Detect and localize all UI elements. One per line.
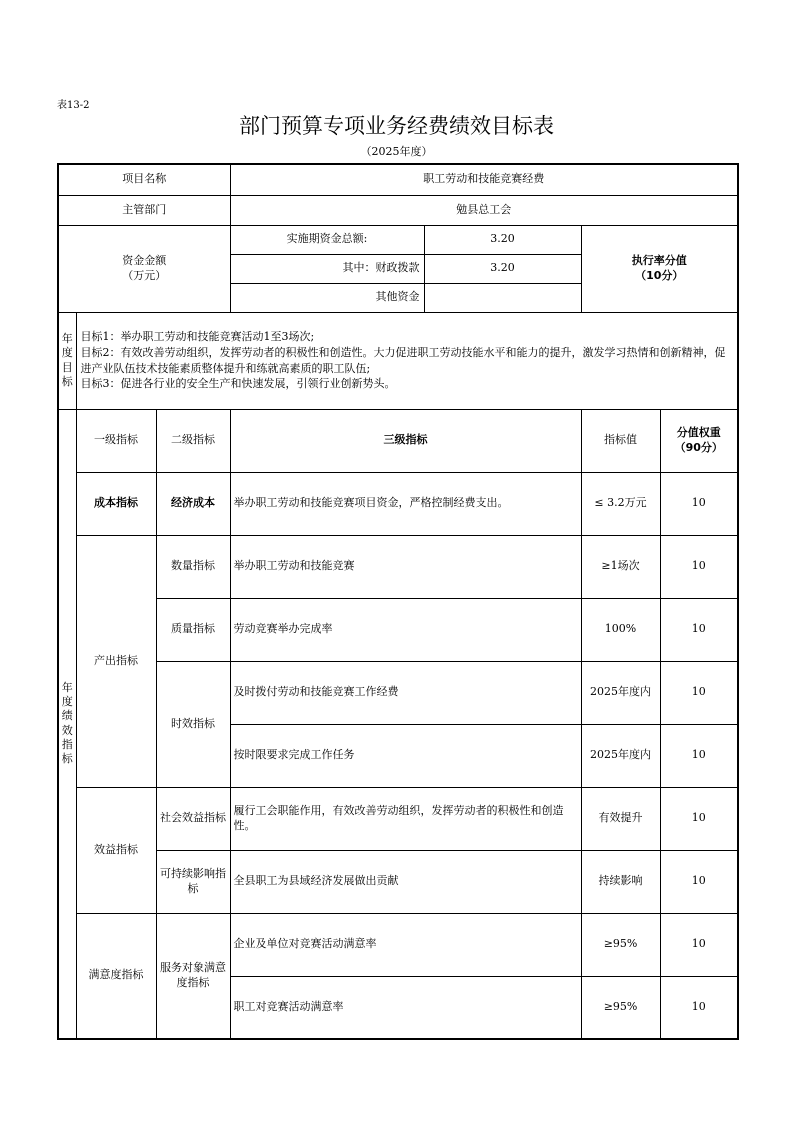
form-number: 表13-2 (57, 100, 90, 111)
indicator-value: ≥95% (581, 913, 660, 976)
annual-goals-row (58, 312, 738, 409)
header-weight: 分值权重 （90分） (660, 409, 738, 472)
funds-total-value: 3.20 (424, 225, 581, 254)
goal-2: 目标2：有效改善劳动组织，发挥劳动者的积极性和创造性。大力促进职工劳动技能水平和能力的提升，激发学习热情和创新精神，促进产业队伍技术技能素质整体提升和练就高素质的职工队伍; (80, 345, 726, 375)
funds-label-line2: （万元） (122, 268, 167, 282)
indicator-text: 及时拨付劳动和技能竞赛工作经费 (230, 661, 581, 724)
indicator-text: 按时限要求完成工作任务 (230, 724, 581, 787)
indicator-weight: 10 (660, 535, 738, 598)
table-row (58, 472, 738, 535)
indicator-weight: 10 (660, 913, 738, 976)
funds-label (58, 225, 230, 312)
indicator-weight: 10 (660, 850, 738, 913)
table-row (58, 535, 738, 598)
execution-score-line2: （10分） (635, 268, 684, 282)
department-label: 主管部门 (58, 195, 230, 225)
group-satisfaction: 满意度指标 (76, 913, 156, 1039)
group-quantity: 数量指标 (156, 535, 230, 598)
table-row (58, 913, 738, 976)
department-row (58, 195, 738, 225)
indicator-header-row (58, 409, 738, 472)
group-timeliness: 时效指标 (156, 661, 230, 787)
funds-other-value (424, 283, 581, 312)
indicator-value: 2025年度内 (581, 661, 660, 724)
indicator-weight: 10 (660, 976, 738, 1039)
indicator-value: ≤ 3.2万元 (581, 472, 660, 535)
page-title: 部门预算专项业务经费绩效目标表 (239, 114, 554, 138)
funds-label-line1: 资金金额 (122, 253, 167, 267)
table-row (58, 598, 738, 661)
group-service: 服务对象满意度指标 (156, 913, 230, 1039)
header-value: 指标值 (581, 409, 660, 472)
funds-fiscal-label: 其中：财政拨款 (230, 254, 424, 283)
funds-fiscal-value: 3.20 (424, 254, 581, 283)
department-value: 勉县总工会 (230, 195, 738, 225)
group-cost: 成本指标 (76, 472, 156, 535)
indicator-text: 履行工会职能作用，有效改善劳动组织，发挥劳动者的积极性和创造性。 (230, 787, 581, 850)
indicator-value: ≥95% (581, 976, 660, 1039)
header-level2: 二级指标 (156, 409, 230, 472)
group-output: 产出指标 (76, 535, 156, 787)
indicator-side-label: 年 度 绩 效 指 标 (58, 409, 76, 1039)
project-label: 项目名称 (58, 164, 230, 195)
group-economic-cost: 经济成本 (156, 472, 230, 535)
group-quality: 质量指标 (156, 598, 230, 661)
group-sustain: 可持续影响指标 (156, 850, 230, 913)
goal-3: 目标3：促进各行业的安全生产和快速发展，引领行业创新势头。 (80, 377, 396, 391)
annual-goals-text (76, 312, 738, 409)
table-row (58, 661, 738, 724)
project-row (58, 164, 738, 195)
table-row (58, 787, 738, 850)
funds-other-label: 其他资金 (230, 283, 424, 312)
indicator-value: ≥1场次 (581, 535, 660, 598)
indicator-text: 劳动竞赛举办完成率 (230, 598, 581, 661)
indicator-text: 举办职工劳动和技能竞赛项目资金，严格控制经费支出。 (230, 472, 581, 535)
fiscal-year: （2025年度） (360, 145, 433, 158)
goal-1: 目标1：举办职工劳动和技能竞赛活动1至3场次; (80, 329, 315, 343)
indicator-weight: 10 (660, 472, 738, 535)
indicator-text: 企业及单位对竞赛活动满意率 (230, 913, 581, 976)
indicator-value: 2025年度内 (581, 724, 660, 787)
execution-score-line1: 执行率分值 (631, 253, 687, 267)
indicator-weight: 10 (660, 598, 738, 661)
group-benefit: 效益指标 (76, 787, 156, 913)
execution-score (581, 225, 738, 312)
indicator-weight: 10 (660, 787, 738, 850)
indicator-weight: 10 (660, 661, 738, 724)
annual-goals-label: 年 度 目 标 (58, 312, 76, 409)
table-row (58, 850, 738, 913)
funds-total-label: 实施期资金总额: (230, 225, 424, 254)
project-value: 职工劳动和技能竞赛经费 (230, 164, 738, 195)
header-level3: 三级指标 (230, 409, 581, 472)
indicator-value: 持续影响 (581, 850, 660, 913)
performance-target-table (57, 163, 739, 1040)
indicator-weight: 10 (660, 724, 738, 787)
header-level1: 一级指标 (76, 409, 156, 472)
indicator-text: 职工对竞赛活动满意率 (230, 976, 581, 1039)
indicator-text: 举办职工劳动和技能竞赛 (230, 535, 581, 598)
group-social: 社会效益指标 (156, 787, 230, 850)
indicator-text: 全县职工为县域经济发展做出贡献 (230, 850, 581, 913)
indicator-value: 100% (581, 598, 660, 661)
indicator-value: 有效提升 (581, 787, 660, 850)
funds-total-row (58, 225, 738, 254)
